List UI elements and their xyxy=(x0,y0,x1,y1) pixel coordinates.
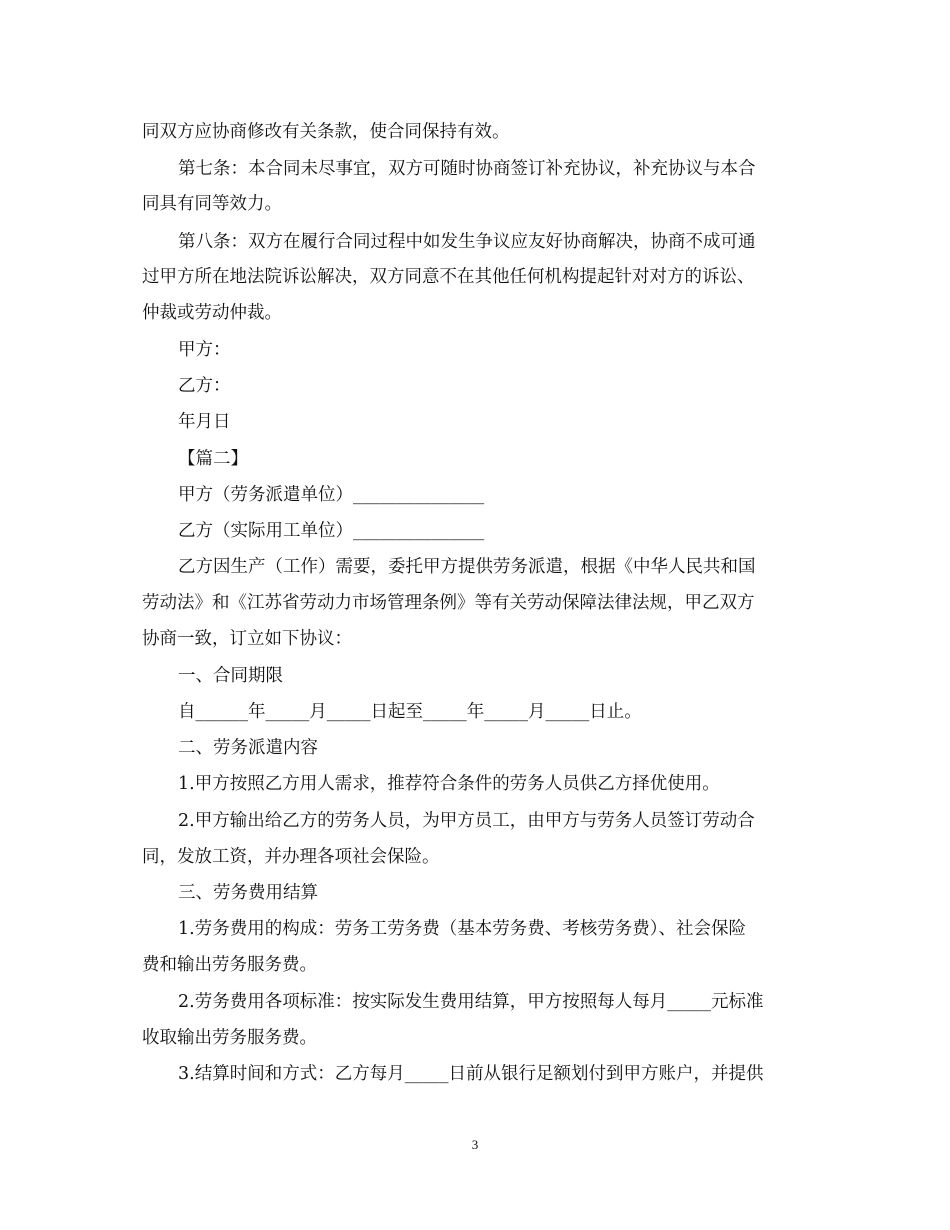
party-b-field: 乙方（实际用工单位）_______________ xyxy=(178,521,485,541)
signature-party-b: 乙方： xyxy=(178,376,231,396)
paragraph-line: 1.甲方按照乙方用人需求，推荐符合条件的劳务人员供乙方择优使用。 xyxy=(178,774,720,794)
paragraph-line: 2.劳务费用各项标准：按实际发生费用结算，甲方按照每人每月_____元标准 xyxy=(178,992,764,1012)
paragraph-line: 仲裁或劳动仲裁。 xyxy=(142,303,282,323)
contract-period-line: 自______年_____月_____日起至_____年_____月_____日止。 xyxy=(178,702,642,722)
paragraph-line: 3.结算时间和方式：乙方每月_____日前从银行足额划付到甲方账户，并提供 xyxy=(178,1064,764,1084)
paragraph-line: 费和输出劳务服务费。 xyxy=(142,955,317,975)
clause-heading: 三、劳务费用结算 xyxy=(178,883,318,903)
section-heading: 【篇二】 xyxy=(178,449,248,469)
paragraph-line: 协商一致，订立如下协议： xyxy=(142,629,352,649)
signature-party-a: 甲方： xyxy=(178,340,231,360)
paragraph-line: 劳动法》和《江苏省劳动力市场管理条例》等有关劳动保障法律法规，甲乙双方 xyxy=(142,593,755,613)
clause-heading: 二、劳务派遣内容 xyxy=(178,738,318,758)
paragraph-line: 过甲方所在地法院诉讼解决，双方同意不在其他任何机构提起针对对方的诉讼、 xyxy=(142,267,755,287)
paragraph-line: 第八条：双方在履行合同过程中如发生争议应友好协商解决，协商不成可通 xyxy=(178,232,756,252)
paragraph-line: 同双方应协商修改有关条款，使合同保持有效。 xyxy=(142,122,510,142)
paragraph-line: 乙方因生产（工作）需要，委托甲方提供劳务派遣，根据《中华人民共和国 xyxy=(178,557,756,577)
paragraph-line: 第七条：本合同未尽事宜，双方可随时协商签订补充协议，补充协议与本合 xyxy=(178,159,756,179)
paragraph-line: 2.甲方输出给乙方的劳务人员，为甲方员工，由甲方与劳务人员签订劳动合 xyxy=(178,811,755,831)
paragraph-line: 收取输出劳务服务费。 xyxy=(142,1028,317,1048)
signature-date: 年月日 xyxy=(178,412,231,432)
paragraph-line: 同具有同等效力。 xyxy=(142,194,282,214)
paragraph-line: 同，发放工资，并办理各项社会保险。 xyxy=(142,847,440,867)
clause-heading: 一、合同期限 xyxy=(178,666,283,686)
paragraph-line: 1.劳务费用的构成：劳务工劳务费（基本劳务费、考核劳务费）、社会保险 xyxy=(178,919,746,939)
page-number: 3 xyxy=(471,1137,479,1152)
party-a-field: 甲方（劳务派遣单位）_______________ xyxy=(178,485,485,505)
